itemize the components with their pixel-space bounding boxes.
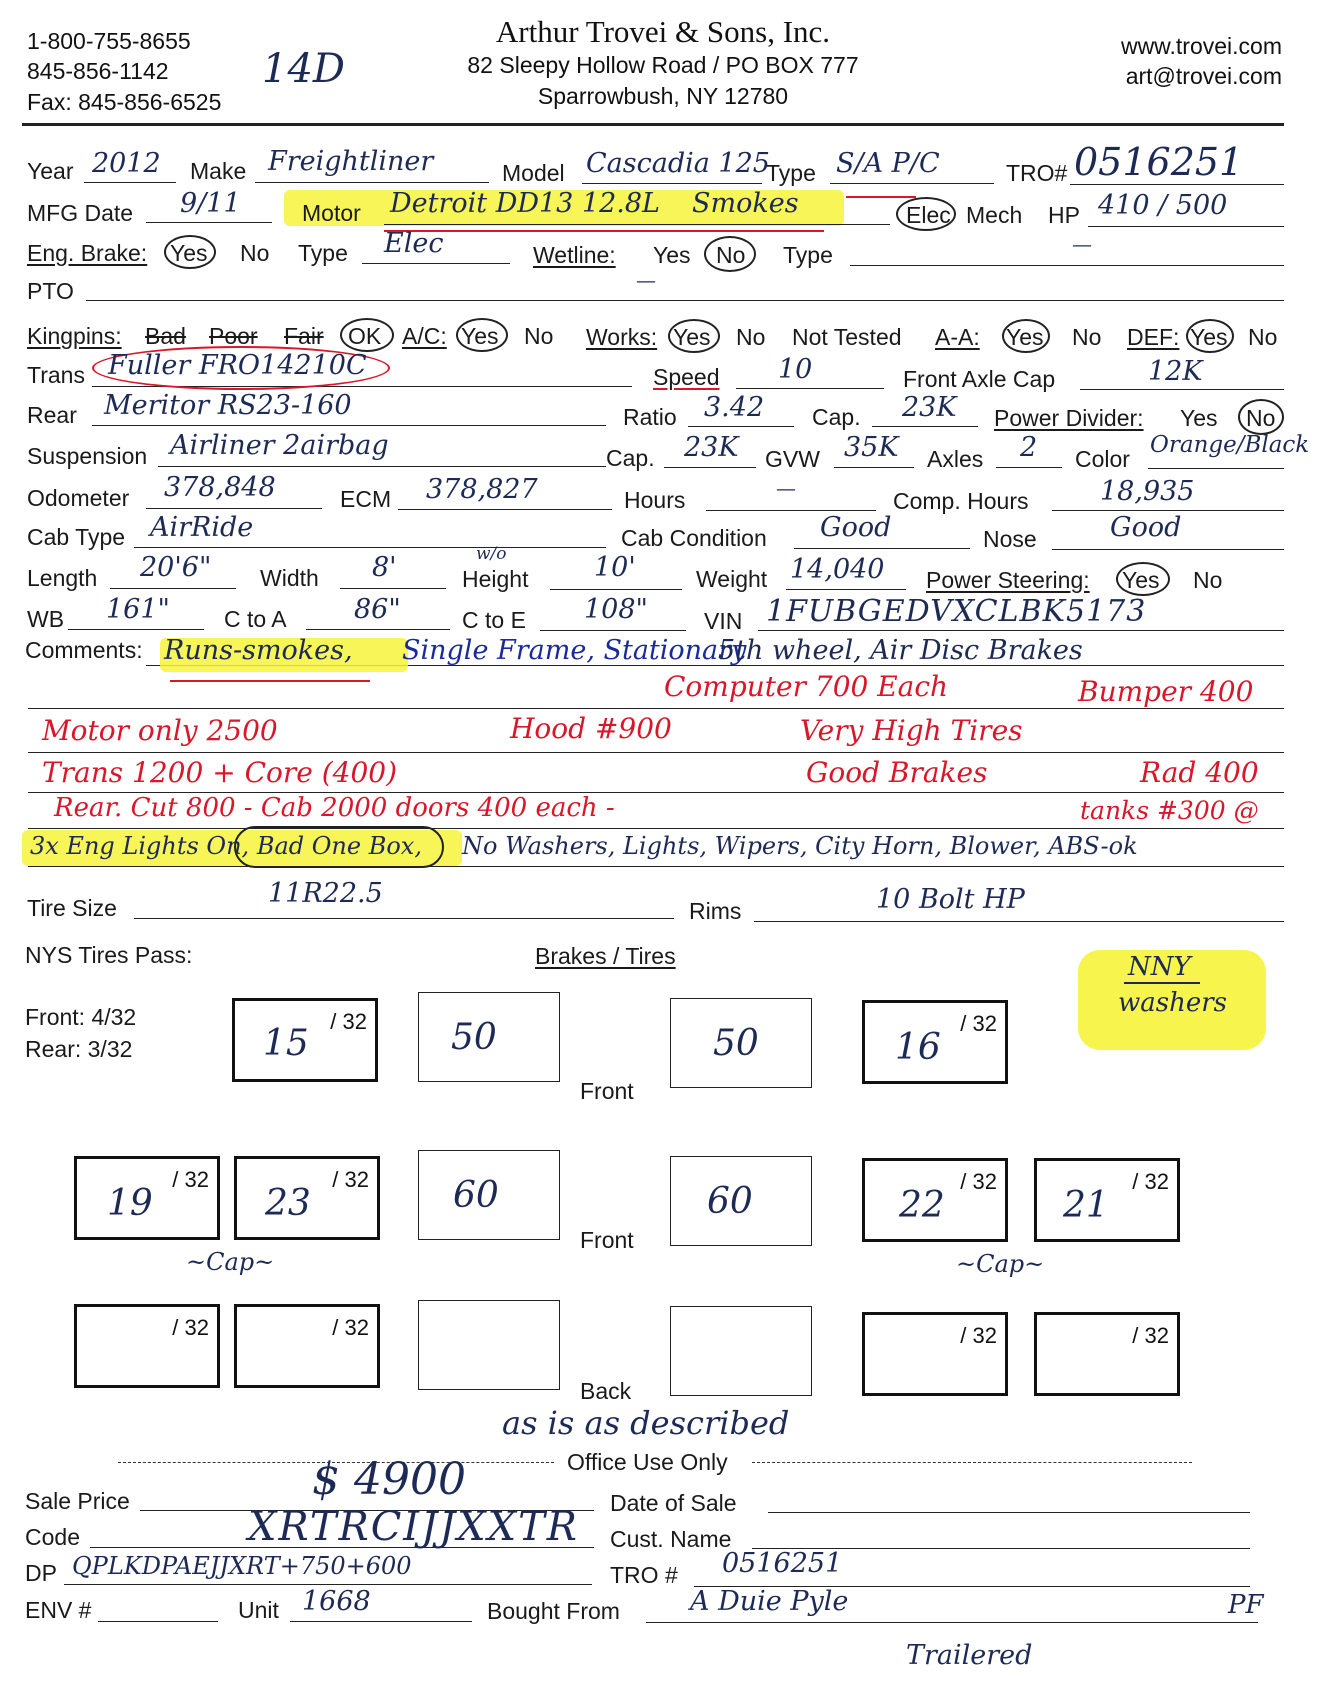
type-value[interactable]: S/A P/C — [836, 148, 940, 179]
color-value[interactable]: Orange/Black — [1150, 432, 1310, 458]
company-address2: Sparrowbush, NY 12780 — [537, 83, 789, 109]
model-label: Model — [502, 160, 565, 186]
power-steering-no[interactable]: No — [1193, 567, 1223, 593]
brake-drive1-right[interactable] — [670, 1156, 812, 1246]
brake-drive1-right-value: 60 — [707, 1181, 753, 1222]
sticky-note-line1: NNY — [1128, 952, 1191, 982]
brake-front-right-value: 50 — [713, 1023, 759, 1064]
ecm-value[interactable]: 378,827 — [426, 474, 538, 505]
brake-front-left[interactable] — [418, 992, 560, 1082]
works-no[interactable]: No — [736, 324, 766, 350]
mech-option[interactable]: Mech — [966, 202, 1023, 228]
kingpins-bad[interactable]: Bad — [145, 323, 186, 349]
kingpins-poor[interactable]: Poor — [209, 323, 258, 349]
comment-line1-highlight[interactable]: Runs-smokes, — [164, 635, 353, 666]
hp-value[interactable]: 410 / 500 — [1098, 190, 1228, 221]
env-label: ENV # — [25, 1597, 92, 1623]
tire-drive1-inner-left[interactable] — [234, 1156, 380, 1240]
comment-line2a[interactable]: Computer 700 Each — [664, 670, 949, 703]
tro-label: TRO# — [1006, 160, 1068, 186]
company-email[interactable]: art@trovei.com — [1125, 63, 1282, 89]
comment-line1-blue[interactable]: Single Frame, Stationary — [402, 635, 747, 666]
tire-rear-outer-left[interactable] — [74, 1304, 220, 1388]
comment-line4b[interactable]: Good Brakes — [806, 756, 988, 789]
tire-fraction: / 32 — [332, 1167, 369, 1192]
cap-note-right: ~Cap~ — [956, 1250, 1045, 1278]
header-fax: Fax: 845-856-6525 — [27, 89, 222, 115]
kingpins-fair[interactable]: Fair — [284, 323, 324, 349]
tire-fraction: / 32 — [960, 1011, 997, 1036]
nys-tires-pass-label: NYS Tires Pass: — [25, 942, 193, 968]
eng-brake-type-value[interactable]: Elec — [384, 228, 444, 259]
rear-cap-label: Cap. — [812, 404, 861, 430]
c-to-e-value[interactable]: 108" — [584, 594, 648, 625]
tire-size-label: Tire Size — [27, 895, 117, 921]
code-value[interactable]: XRTRCIJJXXTR — [248, 1504, 579, 1550]
bought-from-value[interactable]: A Duie Pyle — [690, 1586, 849, 1617]
power-divider-yes[interactable]: Yes — [1180, 405, 1218, 431]
ac-yes[interactable]: Yes — [461, 323, 499, 349]
make-value[interactable]: Freightliner — [268, 146, 434, 177]
company-name: Arthur Trovei & Sons, Inc. — [495, 14, 831, 49]
front-min-tread: Front: 4/32 — [25, 1004, 137, 1030]
tire-drive1-inner-right-value: 22 — [899, 1185, 945, 1226]
vin-value[interactable]: 1FUBGEDVXCLBK5173 — [766, 594, 1147, 629]
ratio-label: Ratio — [623, 404, 677, 430]
tire-rear-outer-right[interactable] — [1034, 1312, 1180, 1396]
tire-front-left-value: 15 — [263, 1023, 309, 1064]
c-to-e-label: C to E — [462, 607, 526, 633]
axles-label: Axles — [927, 446, 984, 472]
tire-drive1-outer-right-value: 21 — [1063, 1185, 1109, 1226]
weight-label: Weight — [696, 566, 768, 592]
code-label: Code — [25, 1524, 80, 1550]
brake-front-right[interactable] — [670, 998, 812, 1088]
wetline-no[interactable]: No — [716, 242, 746, 268]
front-axle-cap-label: Front Axle Cap — [903, 366, 1056, 392]
year-value[interactable]: 2012 — [92, 148, 161, 179]
dp-label: DP — [25, 1560, 57, 1586]
cab-condition-value[interactable]: Good — [820, 512, 892, 543]
susp-cap-label: Cap. — [606, 445, 655, 471]
nose-value[interactable]: Good — [1110, 512, 1182, 543]
tire-drive1-outer-left[interactable] — [74, 1156, 220, 1240]
gvw-value[interactable]: 35K — [844, 432, 899, 463]
comment-line2b[interactable]: Bumper 400 — [1078, 675, 1254, 708]
kingpins-ok[interactable]: OK — [348, 323, 382, 349]
length-value[interactable]: 20'6" — [140, 552, 212, 583]
hours-value[interactable]: — — [776, 476, 796, 500]
office-use-only-label: Office Use Only — [567, 1449, 728, 1475]
cap-note-left: ~Cap~ — [186, 1248, 275, 1276]
make-label: Make — [190, 158, 247, 184]
year-label: Year — [27, 158, 74, 184]
cab-type-label: Cab Type — [27, 524, 126, 550]
wb-value[interactable]: 161" — [106, 594, 170, 625]
power-steering-label: Power Steering: — [926, 567, 1090, 593]
comment-line4a[interactable]: Trans 1200 + Core (400) — [42, 756, 398, 789]
rear-label: Rear — [27, 402, 77, 428]
initials: PF — [1228, 1590, 1264, 1620]
as-is-note: as is as described — [502, 1404, 790, 1442]
nose-label: Nose — [983, 526, 1037, 552]
tire-drive1-inner-right[interactable] — [862, 1158, 1008, 1242]
trans-value[interactable]: Fuller FRO14210C — [108, 350, 367, 381]
unit-value[interactable]: 1668 — [302, 1586, 371, 1617]
wetline-label: Wetline: — [533, 242, 616, 268]
rims-value[interactable]: 10 Bolt HP — [876, 884, 1025, 915]
odometer-label: Odometer — [27, 485, 130, 511]
works-yes[interactable]: Yes — [673, 324, 711, 350]
tire-fraction: / 32 — [172, 1167, 209, 1192]
eng-brake-no[interactable]: No — [240, 240, 270, 266]
unit-label: Unit — [238, 1597, 279, 1623]
tire-drive1-outer-left-value: 19 — [107, 1183, 153, 1224]
tire-fraction: / 32 — [1132, 1169, 1169, 1194]
comp-hours-value[interactable]: 18,935 — [1100, 476, 1195, 507]
tire-fraction: / 32 — [332, 1315, 369, 1340]
mfg-date-label: MFG Date — [27, 200, 134, 226]
brake-front-left-value: 50 — [451, 1017, 497, 1058]
c-to-a-label: C to A — [224, 606, 287, 632]
aa-label: A-A: — [935, 324, 980, 350]
wetline-type-label: Type — [783, 242, 833, 268]
height-label: Height — [462, 566, 529, 592]
tire-fraction: / 32 — [1132, 1323, 1169, 1348]
tire-fraction: / 32 — [960, 1169, 997, 1194]
tire-fraction: / 32 — [960, 1323, 997, 1348]
elec-option[interactable]: Elec — [906, 202, 951, 228]
tire-rear-inner-right[interactable] — [862, 1312, 1008, 1396]
comment-line6-highlight[interactable]: 3x Eng Lights On, Bad One Box, — [30, 832, 422, 860]
ac-label: A/C: — [402, 323, 447, 349]
cust-name-label: Cust. Name — [610, 1526, 732, 1552]
cab-type-value[interactable]: AirRide — [150, 512, 254, 543]
ratio-value[interactable]: 3.42 — [704, 392, 765, 423]
tire-size-value[interactable]: 11R22.5 — [268, 878, 383, 909]
footer-note: Trailered — [906, 1640, 1033, 1671]
aa-no[interactable]: No — [1072, 324, 1102, 350]
axle-label-front2: Front — [580, 1227, 634, 1253]
motor-label: Motor — [302, 200, 361, 226]
comments-label: Comments: — [25, 637, 143, 663]
color-label: Color — [1075, 446, 1130, 472]
motor-value[interactable]: Detroit DD13 12.8L — [390, 188, 660, 219]
width-label: Width — [260, 565, 319, 591]
susp-cap-value[interactable]: 23K — [684, 432, 739, 463]
comment-line1-rest[interactable]: 5th wheel, Air Disc Brakes — [718, 635, 1083, 666]
comment-line5a[interactable]: Rear. Cut 800 - Cab 2000 doors 400 each - — [54, 793, 615, 823]
ac-no[interactable]: No — [524, 323, 554, 349]
axle-label-front1: Front — [580, 1078, 634, 1104]
aa-yes[interactable]: Yes — [1006, 324, 1044, 350]
eng-brake-yes[interactable]: Yes — [170, 240, 208, 266]
header-phone2: 845-856-1142 — [27, 58, 169, 84]
wetline-type-value[interactable]: — — [1072, 232, 1092, 256]
suspension-value[interactable]: Airliner 2airbag — [170, 430, 389, 461]
odometer-value[interactable]: 378,848 — [164, 472, 276, 503]
axles-value[interactable]: 2 — [1020, 432, 1038, 463]
power-steering-yes[interactable]: Yes — [1122, 567, 1160, 593]
brake-rear-left[interactable] — [418, 1300, 560, 1390]
def-no[interactable]: No — [1248, 324, 1278, 350]
brake-rear-right[interactable] — [670, 1306, 812, 1396]
rear-cap-value[interactable]: 23K — [902, 392, 957, 423]
tire-front-left[interactable] — [232, 998, 378, 1082]
date-of-sale-label: Date of Sale — [610, 1490, 737, 1516]
tire-fraction: / 32 — [172, 1315, 209, 1340]
hp-label: HP — [1048, 202, 1080, 228]
comment-line3b[interactable]: Hood #900 — [510, 712, 672, 745]
width-value[interactable]: 8' — [372, 552, 397, 583]
company-website[interactable]: www.trovei.com — [1120, 33, 1282, 59]
sticky-note-line2: washers — [1118, 988, 1228, 1018]
height-value[interactable]: 10' — [594, 552, 636, 583]
header-phone1: 1-800-755-8655 — [27, 28, 191, 54]
eng-brake-label: Eng. Brake: — [27, 240, 148, 266]
comment-line5b[interactable]: tanks #300 @ — [1080, 796, 1259, 825]
c-to-a-value[interactable]: 86" — [354, 594, 401, 625]
bought-from-label: Bought From — [487, 1598, 620, 1624]
works-label: Works: — [586, 324, 658, 350]
cab-condition-label: Cab Condition — [621, 525, 767, 551]
tro2-label: TRO # — [610, 1562, 678, 1588]
def-label: DEF: — [1127, 324, 1180, 350]
header-divider — [22, 123, 1284, 126]
type-label: Type — [766, 160, 816, 186]
tire-front-right[interactable] — [862, 1000, 1008, 1084]
height-note: w/o — [476, 544, 507, 564]
pto-value[interactable]: — — [636, 268, 656, 292]
motor-note[interactable]: Smokes — [692, 188, 799, 219]
tire-front-right-value: 16 — [895, 1027, 941, 1068]
kingpins-label: Kingpins: — [27, 323, 122, 349]
comment-line3a[interactable]: Motor only 2500 — [42, 714, 278, 747]
dp-value[interactable]: QPLKDPAEJJXRT+750+600 — [72, 1552, 412, 1580]
rear-value[interactable]: Meritor RS23-160 — [104, 390, 352, 421]
company-address1: 82 Sleepy Hollow Road / PO BOX 777 — [467, 52, 859, 78]
sale-price-label: Sale Price — [25, 1488, 130, 1514]
tire-drive1-inner-left-value: 23 — [265, 1183, 311, 1224]
corner-note: 14D — [262, 46, 345, 92]
comment-line6-rest[interactable]: No Washers, Lights, Wipers, City Horn, Blower, ABS-ok — [462, 832, 1138, 860]
front-axle-cap-value[interactable]: 12K — [1148, 356, 1203, 387]
power-divider-label: Power Divider: — [994, 405, 1144, 431]
tro2-value[interactable]: 0516251 — [722, 1548, 843, 1579]
tire-drive1-outer-right[interactable] — [1034, 1158, 1180, 1242]
mfg-date-value[interactable]: 9/11 — [180, 188, 241, 219]
sale-price-value[interactable]: $ 4900 — [312, 1454, 466, 1505]
hours-label: Hours — [624, 487, 686, 513]
speed-value[interactable]: 10 — [778, 354, 813, 385]
brake-drive1-left-value: 60 — [453, 1175, 499, 1216]
rear-min-tread: Rear: 3/32 — [25, 1036, 133, 1062]
model-value[interactable]: Cascadia 125 — [586, 148, 770, 179]
works-not-tested[interactable]: Not Tested — [792, 324, 902, 350]
wb-label: WB — [27, 606, 65, 632]
comp-hours-label: Comp. Hours — [893, 488, 1029, 514]
trans-label: Trans — [27, 362, 85, 388]
brakes-tires-heading: Brakes / Tires — [535, 943, 676, 969]
length-label: Length — [27, 565, 98, 591]
ecm-label: ECM — [340, 486, 392, 512]
tro-value[interactable]: 0516251 — [1074, 140, 1244, 184]
rims-label: Rims — [689, 898, 742, 924]
tire-rear-inner-left[interactable] — [234, 1304, 380, 1388]
comment-line3c[interactable]: Very High Tires — [800, 714, 1023, 747]
axle-label-back: Back — [580, 1378, 632, 1404]
eng-brake-type-label: Type — [298, 240, 348, 266]
pto-label: PTO — [27, 278, 74, 304]
power-divider-no[interactable]: No — [1246, 405, 1276, 431]
suspension-label: Suspension — [27, 443, 148, 469]
wetline-yes[interactable]: Yes — [653, 242, 691, 268]
vin-label: VIN — [704, 608, 743, 634]
speed-label: Speed — [653, 364, 720, 390]
comment-line4c[interactable]: Rad 400 — [1140, 756, 1259, 789]
weight-value[interactable]: 14,040 — [790, 554, 885, 585]
brake-drive1-left[interactable] — [418, 1150, 560, 1240]
def-yes[interactable]: Yes — [1190, 324, 1228, 350]
gvw-label: GVW — [765, 446, 820, 472]
tire-fraction: / 32 — [330, 1009, 367, 1034]
